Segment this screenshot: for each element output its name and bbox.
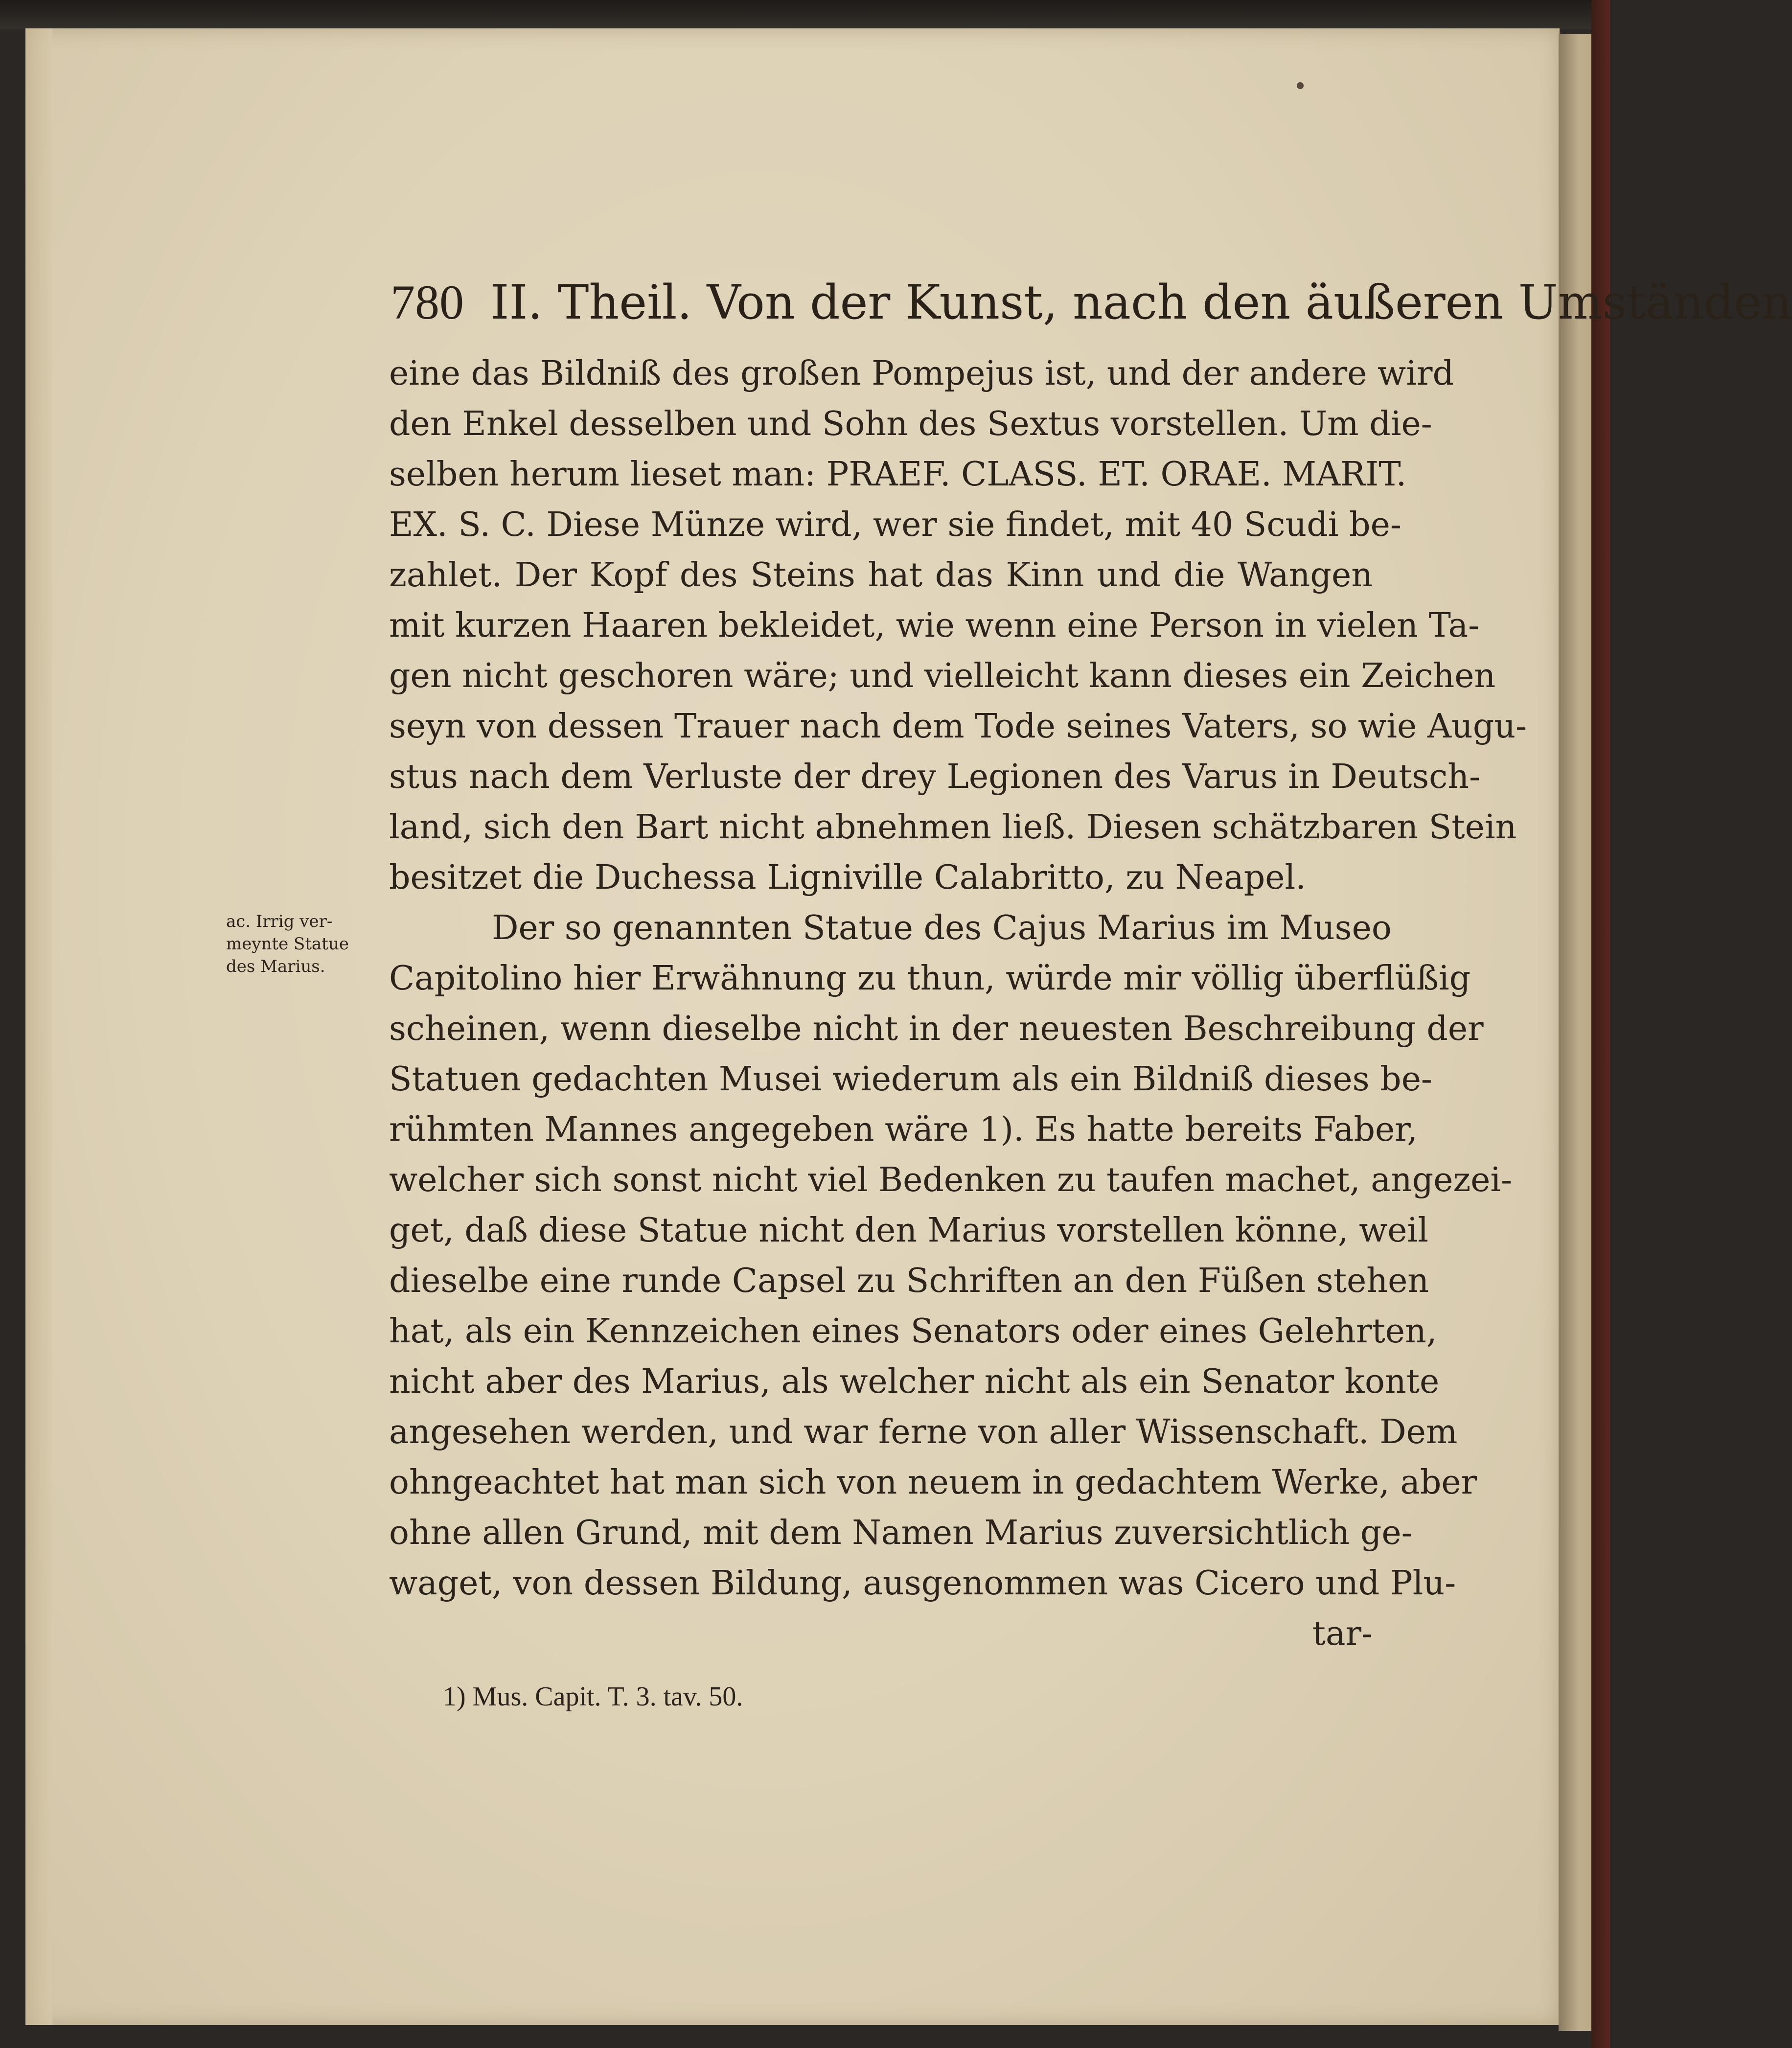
margin-note (226, 910, 373, 978)
text-line: gen nicht geschoren wäre; und vielleicht kann dieses ein Zeichen (389, 657, 1496, 695)
text-line: selben herum lieset man: PRAEF. CLASS. ET. ORAE. MARIT. (389, 455, 1407, 494)
text-line: hat, als ein Kennzeichen eines Senators oder eines Gelehrten, (389, 1312, 1437, 1351)
text-line: EX. S. C. Diese Münze wird, wer sie findet, mit 40 Scudi be- (389, 506, 1401, 544)
text-line: rühmten Mannes angegeben wäre 1). Es hatte bereits Faber, (389, 1110, 1418, 1149)
body-text (389, 348, 1527, 1659)
text-line: stus nach dem Verluste der drey Legionen des Varus in Deutsch- (389, 758, 1481, 796)
margin-note-line: des Marius. (226, 957, 325, 976)
text-line: angesehen werden, und war ferne von aller Wissenschaft. Dem (389, 1413, 1458, 1451)
text-line: den Enkel desselben und Sohn des Sextus vorstellen. Um die- (389, 405, 1432, 443)
text-line: Capitolino hier Erwähnung zu thun, würde mir völlig überflüßig (389, 959, 1471, 998)
text-line: mit kurzen Haaren bekleidet, wie wenn eine Person in vielen Ta- (389, 606, 1480, 645)
text-line: zahlet. Der Kopf des Steins hat das Kinn und die Wangen (389, 556, 1373, 595)
text-line: Der so genannten Statue des Cajus Marius im Museo (492, 909, 1392, 947)
text-line: waget, von dessen Bildung, ausgenommen was Cicero und Plu- (389, 1564, 1456, 1603)
margin-note-line: meynte Statue (226, 934, 349, 954)
catchword: tar- (1312, 1614, 1373, 1653)
text-line: get, daß diese Statue nicht den Marius vorstellen könne, weil (389, 1211, 1429, 1250)
ink-spot (1297, 82, 1304, 89)
footnote: 1) Mus. Capit. T. 3. tav. 50. (443, 1681, 743, 1712)
running-title: II. Theil. Von der Kunst, nach den äußeren Umständen (490, 275, 1792, 330)
text-line: ohngeachtet hat man sich von neuem in gedachtem Werke, aber (389, 1463, 1477, 1502)
running-header (391, 274, 1792, 330)
text-line: dieselbe eine runde Capsel zu Schriften an den Füßen stehen (389, 1262, 1429, 1300)
margin-note-line: ac. Irrig ver- (226, 912, 333, 931)
scan-background-top (0, 0, 1610, 29)
page-gutter-shadow (25, 28, 52, 2025)
text-line: seyn von dessen Trauer nach dem Tode seines Vaters, so wie Augu- (389, 707, 1527, 746)
text-line: scheinen, wenn dieselbe nicht in der neuesten Beschreibung der (389, 1010, 1484, 1048)
text-line: eine das Bildniß des großen Pompejus ist, und der andere wird (389, 354, 1454, 393)
text-line: welcher sich sonst nicht viel Bedenken zu taufen machet, angezei- (389, 1161, 1513, 1199)
text-line: Statuen gedachten Musei wiederum als ein Bildniß dieses be- (389, 1060, 1432, 1099)
text-line: ohne allen Grund, mit dem Namen Marius zuversichtlich ge- (389, 1514, 1413, 1552)
text-line: land, sich den Bart nicht abnehmen ließ. Diesen schätzbaren Stein (389, 808, 1517, 847)
text-line: besitzet die Duchessa Ligniville Calabritto, zu Neapel. (389, 858, 1306, 897)
page-number: 780 (391, 275, 464, 329)
text-line: nicht aber des Marius, als welcher nicht als ein Senator konte (389, 1362, 1440, 1401)
